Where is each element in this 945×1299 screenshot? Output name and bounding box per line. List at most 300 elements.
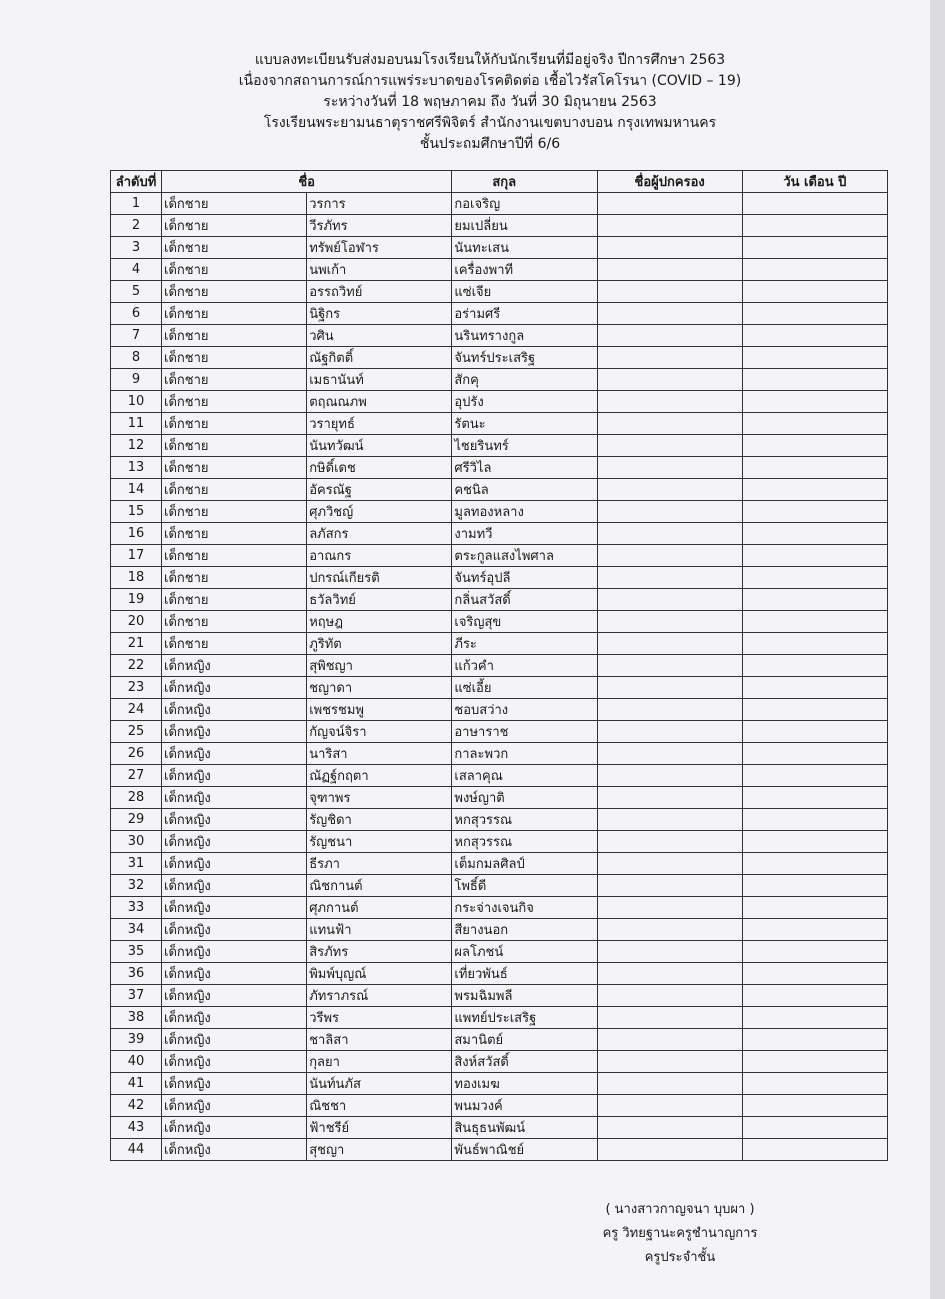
student-prefix: เด็กหญิง xyxy=(162,787,307,809)
date-cell[interactable] xyxy=(742,193,887,215)
table-row xyxy=(111,633,888,655)
student-first-name: นิฐิกร xyxy=(307,303,452,325)
student-first-name: หฤษฎ xyxy=(307,611,452,633)
student-first-name: อัครณัฐ xyxy=(307,479,452,501)
student-first-name: วีรภัทร xyxy=(307,215,452,237)
student-last-name: เจริญสุข xyxy=(452,611,597,633)
guardian-cell[interactable] xyxy=(597,325,742,347)
student-last-name: กลิ่นสวัสดิ์ xyxy=(452,589,597,611)
row-number: 23 xyxy=(111,677,162,699)
student-prefix: เด็กหญิง xyxy=(162,875,307,897)
signature-block xyxy=(570,1198,790,1270)
table-row xyxy=(111,1029,888,1051)
table-row xyxy=(111,347,888,369)
student-prefix: เด็กหญิง xyxy=(162,919,307,941)
header-class: ชั้นประถมศึกษาปีที่ 6/6 xyxy=(419,136,561,152)
date-cell[interactable] xyxy=(742,853,887,875)
date-cell[interactable] xyxy=(742,787,887,809)
guardian-cell[interactable] xyxy=(597,655,742,677)
guardian-cell[interactable] xyxy=(597,501,742,523)
row-number: 11 xyxy=(111,413,162,435)
student-last-name: ศรีวิไล xyxy=(452,457,597,479)
row-number: 22 xyxy=(111,655,162,677)
header-school: โรงเรียนพระยามนธาตุราชศรีพิจิตร์ สำนักงานเขตบางบอน กรุงเทพมหานคร xyxy=(263,115,717,131)
table-row xyxy=(111,1139,888,1161)
student-first-name: ภูริทัต xyxy=(307,633,452,655)
document-header xyxy=(0,50,945,155)
date-cell[interactable] xyxy=(742,545,887,567)
date-cell[interactable] xyxy=(742,919,887,941)
row-number: 21 xyxy=(111,633,162,655)
date-cell[interactable] xyxy=(742,1029,887,1051)
header-guardian: ชื่อผู้ปกครอง xyxy=(597,171,742,193)
guardian-cell[interactable] xyxy=(597,765,742,787)
guardian-cell[interactable] xyxy=(597,237,742,259)
date-cell[interactable] xyxy=(742,369,887,391)
student-last-name: แซ่เอี้ย xyxy=(452,677,597,699)
guardian-cell[interactable] xyxy=(597,897,742,919)
table-row xyxy=(111,589,888,611)
student-last-name: จันทร์อุปลี xyxy=(452,567,597,589)
table-row xyxy=(111,215,888,237)
student-last-name: เครื่องพาที xyxy=(452,259,597,281)
date-cell[interactable] xyxy=(742,985,887,1007)
student-prefix: เด็กหญิง xyxy=(162,1051,307,1073)
student-prefix: เด็กชาย xyxy=(162,567,307,589)
row-number: 1 xyxy=(111,193,162,215)
row-number: 38 xyxy=(111,1007,162,1029)
student-last-name: จันทร์ประเสริฐ xyxy=(452,347,597,369)
row-number: 40 xyxy=(111,1051,162,1073)
guardian-cell[interactable] xyxy=(597,1073,742,1095)
header-reason: เนื่องจากสถานการณ์การแพร่ระบาดของโรคติดต่อ เชื้อไวรัสโคโรนา (COVID – 19) xyxy=(238,73,742,89)
date-cell[interactable] xyxy=(742,1139,887,1161)
table-row xyxy=(111,831,888,853)
row-number: 41 xyxy=(111,1073,162,1095)
table-row xyxy=(111,875,888,897)
guardian-cell[interactable] xyxy=(597,457,742,479)
student-prefix: เด็กชาย xyxy=(162,215,307,237)
student-prefix: เด็กหญิง xyxy=(162,655,307,677)
date-cell[interactable] xyxy=(742,589,887,611)
student-last-name: ผลโภชน์ xyxy=(452,941,597,963)
student-first-name: ศุภวิชญ์ xyxy=(307,501,452,523)
row-number: 10 xyxy=(111,391,162,413)
table-row xyxy=(111,941,888,963)
table-row xyxy=(111,1117,888,1139)
student-prefix: เด็กหญิง xyxy=(162,677,307,699)
guardian-cell[interactable] xyxy=(597,435,742,457)
student-last-name: เสลาคุณ xyxy=(452,765,597,787)
row-number: 19 xyxy=(111,589,162,611)
student-last-name: สมานิตย์ xyxy=(452,1029,597,1051)
date-cell[interactable] xyxy=(742,325,887,347)
table-row xyxy=(111,787,888,809)
guardian-cell[interactable] xyxy=(597,303,742,325)
row-number: 33 xyxy=(111,897,162,919)
table-row xyxy=(111,369,888,391)
guardian-cell[interactable] xyxy=(597,259,742,281)
student-first-name: นันท์นภัส xyxy=(307,1073,452,1095)
table-row xyxy=(111,501,888,523)
student-first-name: นันทวัฒน์ xyxy=(307,435,452,457)
student-last-name: พงษ์ญาติ xyxy=(452,787,597,809)
table-row xyxy=(111,677,888,699)
guardian-cell[interactable] xyxy=(597,941,742,963)
date-cell[interactable] xyxy=(742,1117,887,1139)
student-prefix: เด็กหญิง xyxy=(162,1139,307,1161)
table-row xyxy=(111,1095,888,1117)
student-last-name: หกสุวรรณ xyxy=(452,809,597,831)
student-last-name: กาละพวก xyxy=(452,743,597,765)
header-title: แบบลงทะเบียนรับส่งมอบนมโรงเรียนให้กับนักเรียนที่มีอยู่จริง ปีการศึกษา 2563 xyxy=(254,52,726,68)
date-cell[interactable] xyxy=(742,721,887,743)
student-prefix: เด็กชาย xyxy=(162,193,307,215)
row-number: 25 xyxy=(111,721,162,743)
student-last-name: สิงห์สวัสดิ์ xyxy=(452,1051,597,1073)
date-cell[interactable] xyxy=(742,941,887,963)
guardian-cell[interactable] xyxy=(597,677,742,699)
student-last-name: นันทะเสน xyxy=(452,237,597,259)
table-row xyxy=(111,963,888,985)
table-row xyxy=(111,193,888,215)
guardian-cell[interactable] xyxy=(597,1007,742,1029)
date-cell[interactable] xyxy=(742,215,887,237)
row-number: 43 xyxy=(111,1117,162,1139)
row-number: 6 xyxy=(111,303,162,325)
row-number: 3 xyxy=(111,237,162,259)
header-period: ระหว่างวันที่ 18 พฤษภาคม ถึง วันที่ 30 มิถุนายน 2563 xyxy=(323,94,657,110)
student-first-name: ลภัสกร xyxy=(307,523,452,545)
table-row xyxy=(111,1073,888,1095)
student-prefix: เด็กชาย xyxy=(162,347,307,369)
row-number: 42 xyxy=(111,1095,162,1117)
student-prefix: เด็กหญิง xyxy=(162,941,307,963)
student-last-name: ยมเปลี่ยน xyxy=(452,215,597,237)
roster-table xyxy=(110,170,888,1161)
date-cell[interactable] xyxy=(742,875,887,897)
student-first-name: นาริสา xyxy=(307,743,452,765)
roster-body xyxy=(111,193,888,1161)
student-last-name: พนมวงค์ xyxy=(452,1095,597,1117)
student-prefix: เด็กชาย xyxy=(162,611,307,633)
guardian-cell[interactable] xyxy=(597,963,742,985)
guardian-cell[interactable] xyxy=(597,369,742,391)
row-number: 13 xyxy=(111,457,162,479)
guardian-cell[interactable] xyxy=(597,853,742,875)
header-date: วัน เดือน ปี xyxy=(742,171,887,193)
row-number: 7 xyxy=(111,325,162,347)
student-prefix: เด็กชาย xyxy=(162,589,307,611)
date-cell[interactable] xyxy=(742,281,887,303)
student-first-name: ณัฏฐ์กฤตา xyxy=(307,765,452,787)
student-first-name: วศิน xyxy=(307,325,452,347)
table-row xyxy=(111,1007,888,1029)
table-row xyxy=(111,765,888,787)
guardian-cell[interactable] xyxy=(597,589,742,611)
guardian-cell[interactable] xyxy=(597,1139,742,1161)
row-number: 28 xyxy=(111,787,162,809)
student-prefix: เด็กหญิง xyxy=(162,853,307,875)
table-row xyxy=(111,237,888,259)
student-last-name: สียางนอก xyxy=(452,919,597,941)
student-prefix: เด็กหญิง xyxy=(162,721,307,743)
table-row xyxy=(111,413,888,435)
row-number: 8 xyxy=(111,347,162,369)
guardian-cell[interactable] xyxy=(597,215,742,237)
student-prefix: เด็กหญิง xyxy=(162,831,307,853)
table-row xyxy=(111,853,888,875)
student-first-name: รัญชนา xyxy=(307,831,452,853)
row-number: 37 xyxy=(111,985,162,1007)
student-first-name: วรการ xyxy=(307,193,452,215)
student-first-name: ทรัพย์โอฬาร xyxy=(307,237,452,259)
table-row xyxy=(111,743,888,765)
guardian-cell[interactable] xyxy=(597,985,742,1007)
student-first-name: ณิชชา xyxy=(307,1095,452,1117)
table-row xyxy=(111,523,888,545)
student-prefix: เด็กชาย xyxy=(162,325,307,347)
student-prefix: เด็กหญิง xyxy=(162,765,307,787)
row-number: 32 xyxy=(111,875,162,897)
guardian-cell[interactable] xyxy=(597,919,742,941)
student-last-name: นรินทรางกูล xyxy=(452,325,597,347)
student-last-name: ชอบสว่าง xyxy=(452,699,597,721)
student-last-name: คชนิล xyxy=(452,479,597,501)
row-number: 5 xyxy=(111,281,162,303)
table-row xyxy=(111,809,888,831)
student-prefix: เด็กหญิง xyxy=(162,897,307,919)
student-last-name: แซ่เจีย xyxy=(452,281,597,303)
student-last-name: โพธิ์ดี xyxy=(452,875,597,897)
guardian-cell[interactable] xyxy=(597,1029,742,1051)
student-first-name: ณิชกานต์ xyxy=(307,875,452,897)
guardian-cell[interactable] xyxy=(597,479,742,501)
student-last-name: อุปรัง xyxy=(452,391,597,413)
student-first-name: พิมพ์บุญณ์ xyxy=(307,963,452,985)
student-first-name: ศุภกานต์ xyxy=(307,897,452,919)
student-prefix: เด็กหญิง xyxy=(162,1095,307,1117)
student-first-name: อรรถวิทย์ xyxy=(307,281,452,303)
date-cell[interactable] xyxy=(742,1051,887,1073)
student-prefix: เด็กหญิง xyxy=(162,963,307,985)
row-number: 17 xyxy=(111,545,162,567)
row-number: 31 xyxy=(111,853,162,875)
table-row xyxy=(111,655,888,677)
guardian-cell[interactable] xyxy=(597,523,742,545)
guardian-cell[interactable] xyxy=(597,281,742,303)
student-first-name: ภัทราภรณ์ xyxy=(307,985,452,1007)
row-number: 18 xyxy=(111,567,162,589)
student-last-name: ทองเมฆ xyxy=(452,1073,597,1095)
guardian-cell[interactable] xyxy=(597,347,742,369)
table-row xyxy=(111,259,888,281)
student-first-name: ฟ้าชรีย์ xyxy=(307,1117,452,1139)
student-first-name: ปกรณ์เกียรติ xyxy=(307,567,452,589)
row-number: 2 xyxy=(111,215,162,237)
row-number: 30 xyxy=(111,831,162,853)
student-first-name: เมธานันท์ xyxy=(307,369,452,391)
student-first-name: นพเก้า xyxy=(307,259,452,281)
header-first-name: ชื่อ xyxy=(162,171,452,193)
guardian-cell[interactable] xyxy=(597,721,742,743)
student-first-name: สิรภัทร xyxy=(307,941,452,963)
row-number: 26 xyxy=(111,743,162,765)
row-number: 36 xyxy=(111,963,162,985)
table-row xyxy=(111,985,888,1007)
student-last-name: แพทย์ประเสริฐ xyxy=(452,1007,597,1029)
student-first-name: วรายุทธ์ xyxy=(307,413,452,435)
row-number: 27 xyxy=(111,765,162,787)
signature-role: ครูประจำชั้น xyxy=(644,1250,716,1265)
student-prefix: เด็กชาย xyxy=(162,457,307,479)
student-last-name: อร่ามศรี xyxy=(452,303,597,325)
student-prefix: เด็กหญิง xyxy=(162,809,307,831)
student-first-name: ชาลิสา xyxy=(307,1029,452,1051)
row-number: 4 xyxy=(111,259,162,281)
guardian-cell[interactable] xyxy=(597,567,742,589)
guardian-cell[interactable] xyxy=(597,545,742,567)
signature-name: ( นางสาวกาญจนา บุบผา ) xyxy=(605,1202,755,1217)
row-number: 24 xyxy=(111,699,162,721)
row-number: 12 xyxy=(111,435,162,457)
student-prefix: เด็กหญิง xyxy=(162,743,307,765)
student-prefix: เด็กหญิง xyxy=(162,1073,307,1095)
guardian-cell[interactable] xyxy=(597,699,742,721)
guardian-cell[interactable] xyxy=(597,1117,742,1139)
row-number: 35 xyxy=(111,941,162,963)
guardian-cell[interactable] xyxy=(597,787,742,809)
date-cell[interactable] xyxy=(742,259,887,281)
date-cell[interactable] xyxy=(742,523,887,545)
date-cell[interactable] xyxy=(742,897,887,919)
row-number: 20 xyxy=(111,611,162,633)
date-cell[interactable] xyxy=(742,391,887,413)
guardian-cell[interactable] xyxy=(597,193,742,215)
student-prefix: เด็กหญิง xyxy=(162,699,307,721)
student-last-name: ไชยรินทร์ xyxy=(452,435,597,457)
date-cell[interactable] xyxy=(742,479,887,501)
date-cell[interactable] xyxy=(742,743,887,765)
guardian-cell[interactable] xyxy=(597,831,742,853)
header-last-name: สกุล xyxy=(452,171,597,193)
student-prefix: เด็กชาย xyxy=(162,369,307,391)
table-row xyxy=(111,391,888,413)
table-row xyxy=(111,919,888,941)
guardian-cell[interactable] xyxy=(597,633,742,655)
student-prefix: เด็กชาย xyxy=(162,259,307,281)
row-number: 9 xyxy=(111,369,162,391)
date-cell[interactable] xyxy=(742,1007,887,1029)
student-prefix: เด็กหญิง xyxy=(162,1029,307,1051)
student-first-name: วรีพร xyxy=(307,1007,452,1029)
student-first-name: กัญจน์จิรา xyxy=(307,721,452,743)
student-first-name: ธีรภา xyxy=(307,853,452,875)
date-cell[interactable] xyxy=(742,765,887,787)
student-first-name: สุชญา xyxy=(307,1139,452,1161)
header-no: ลำดับที่ xyxy=(111,171,162,193)
table-row xyxy=(111,303,888,325)
table-row xyxy=(111,699,888,721)
guardian-cell[interactable] xyxy=(597,391,742,413)
student-first-name: ชญาดา xyxy=(307,677,452,699)
date-cell[interactable] xyxy=(742,699,887,721)
date-cell[interactable] xyxy=(742,655,887,677)
student-prefix: เด็กชาย xyxy=(162,391,307,413)
student-last-name: เที่ยวพันธ์ xyxy=(452,963,597,985)
date-cell[interactable] xyxy=(742,347,887,369)
guardian-cell[interactable] xyxy=(597,809,742,831)
student-last-name: มูลทองหลาง xyxy=(452,501,597,523)
student-first-name: กษิดิ์เดช xyxy=(307,457,452,479)
student-last-name: พรมฉิมพลี xyxy=(452,985,597,1007)
table-row xyxy=(111,457,888,479)
page-edge xyxy=(930,0,945,1299)
guardian-cell[interactable] xyxy=(597,413,742,435)
student-last-name: ตระกูลแสงไพศาล xyxy=(452,545,597,567)
date-cell[interactable] xyxy=(742,831,887,853)
date-cell[interactable] xyxy=(742,501,887,523)
student-prefix: เด็กชาย xyxy=(162,303,307,325)
guardian-cell[interactable] xyxy=(597,1051,742,1073)
guardian-cell[interactable] xyxy=(597,1095,742,1117)
student-prefix: เด็กชาย xyxy=(162,281,307,303)
student-last-name: กระจ่างเจนกิจ xyxy=(452,897,597,919)
date-cell[interactable] xyxy=(742,809,887,831)
student-prefix: เด็กชาย xyxy=(162,479,307,501)
student-last-name: แก้วคำ xyxy=(452,655,597,677)
date-cell[interactable] xyxy=(742,237,887,259)
date-cell[interactable] xyxy=(742,677,887,699)
date-cell[interactable] xyxy=(742,413,887,435)
guardian-cell[interactable] xyxy=(597,611,742,633)
date-cell[interactable] xyxy=(742,457,887,479)
guardian-cell[interactable] xyxy=(597,743,742,765)
student-prefix: เด็กชาย xyxy=(162,545,307,567)
student-first-name: แทนฟ้า xyxy=(307,919,452,941)
student-last-name: งามทวี xyxy=(452,523,597,545)
student-last-name: รัตนะ xyxy=(452,413,597,435)
row-number: 29 xyxy=(111,809,162,831)
date-cell[interactable] xyxy=(742,611,887,633)
date-cell[interactable] xyxy=(742,435,887,457)
date-cell[interactable] xyxy=(742,567,887,589)
row-number: 14 xyxy=(111,479,162,501)
student-last-name: สินธุธนพัฒน์ xyxy=(452,1117,597,1139)
student-prefix: เด็กหญิง xyxy=(162,1007,307,1029)
student-last-name: เต็มกมลศิลป์ xyxy=(452,853,597,875)
date-cell[interactable] xyxy=(742,1073,887,1095)
guardian-cell[interactable] xyxy=(597,875,742,897)
student-first-name: กุลยา xyxy=(307,1051,452,1073)
date-cell[interactable] xyxy=(742,1095,887,1117)
table-row xyxy=(111,897,888,919)
date-cell[interactable] xyxy=(742,963,887,985)
table-row xyxy=(111,567,888,589)
student-prefix: เด็กชาย xyxy=(162,501,307,523)
student-first-name: เพชรชมพู xyxy=(307,699,452,721)
student-last-name: สักคุ xyxy=(452,369,597,391)
date-cell[interactable] xyxy=(742,303,887,325)
student-prefix: เด็กชาย xyxy=(162,523,307,545)
student-prefix: เด็กหญิง xyxy=(162,985,307,1007)
student-last-name: หกสุวรรณ xyxy=(452,831,597,853)
table-row xyxy=(111,611,888,633)
date-cell[interactable] xyxy=(742,633,887,655)
row-number: 44 xyxy=(111,1139,162,1161)
student-last-name: กอเจริญ xyxy=(452,193,597,215)
row-number: 16 xyxy=(111,523,162,545)
